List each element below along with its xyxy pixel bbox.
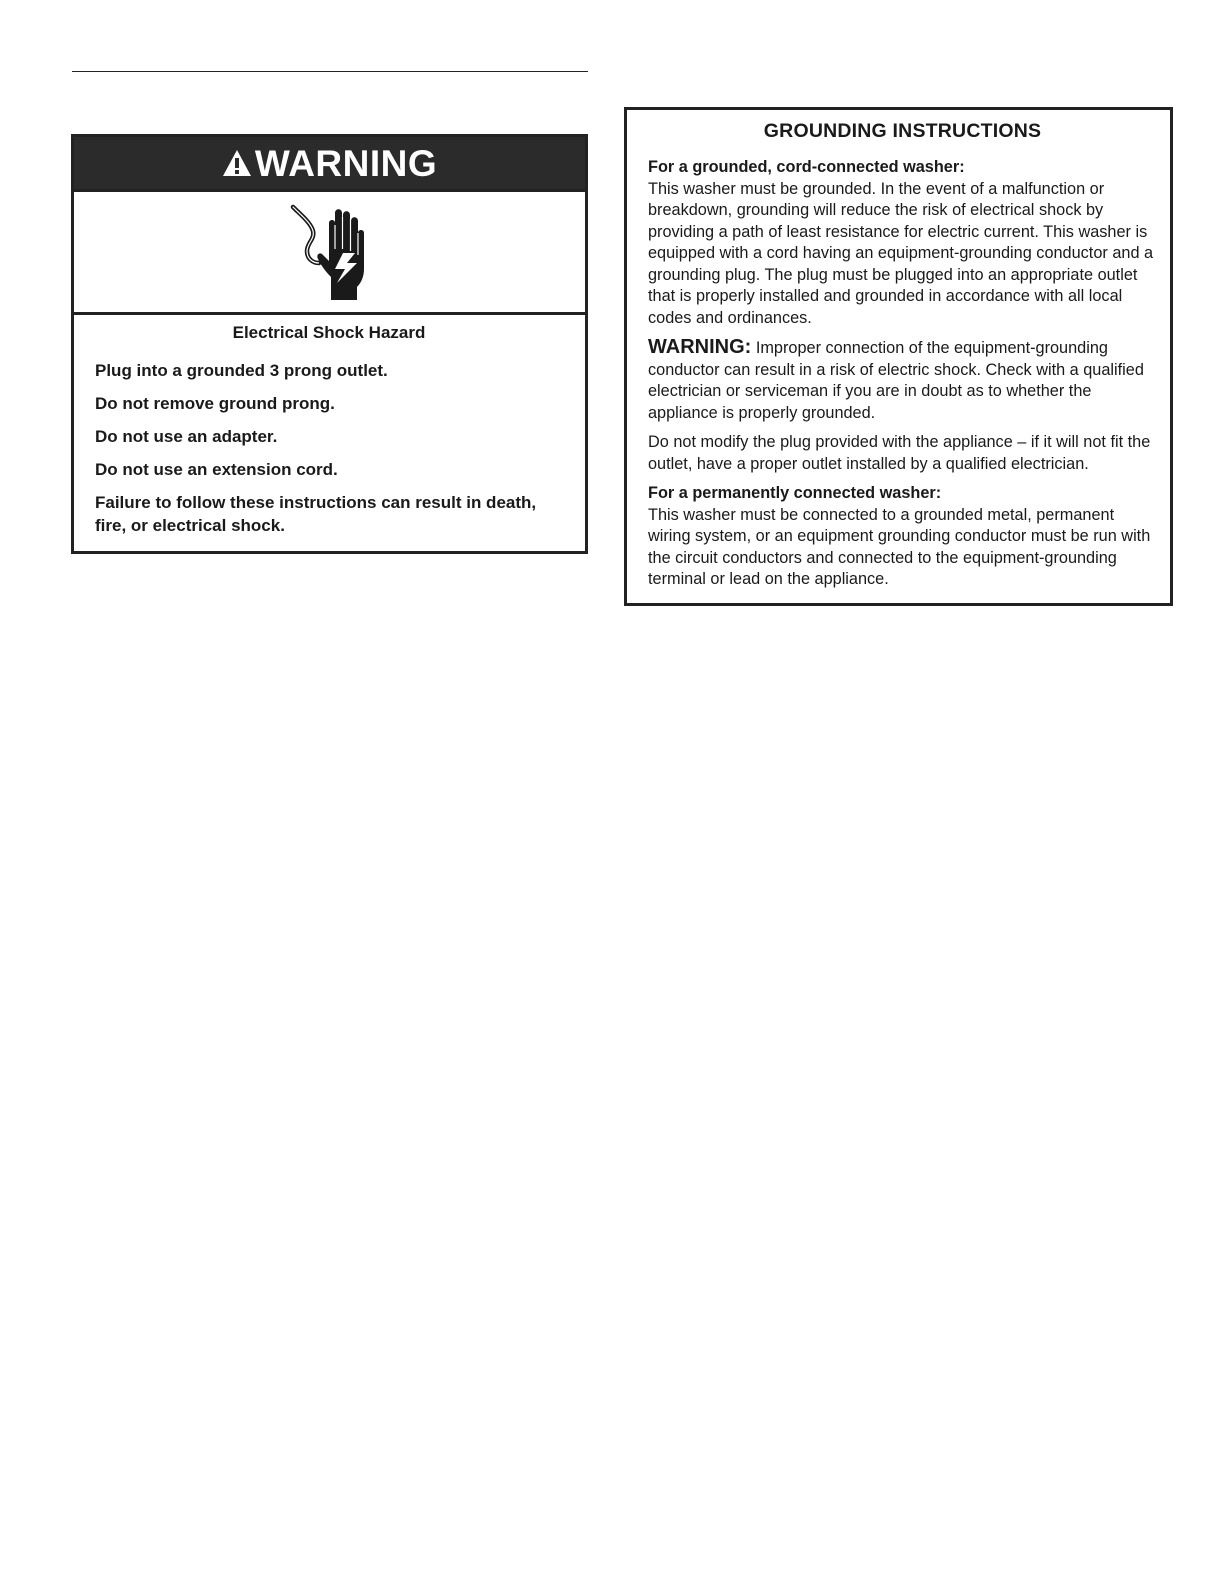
top-rule [72, 71, 588, 72]
cord-connected-heading: For a grounded, cord-connected washer: [648, 158, 965, 177]
warning-paragraph-text: Improper connection of the equipment-grounding conductor can result in a risk of electric shock. Check with a qualified electrician or serviceman if you are in doubt as to whether the appliance is properly grounded. [648, 339, 1144, 422]
electrical-warning-box [71, 134, 588, 554]
warning-line: Failure to follow these instructions can result in death, fire, or electrical shock. [95, 493, 537, 536]
shock-icon-area [74, 192, 585, 315]
warning-paragraph [648, 337, 1157, 424]
permanent-text: This washer must be connected to a grounded metal, permanent wiring system, or an equipment grounding conductor must be run with the circuit conductors and connected to the equipment-grounding terminal or lead on the appliance. [648, 505, 1151, 589]
permanent-heading: For a permanently connected washer: [648, 484, 942, 503]
warning-label: WARNING: [648, 336, 752, 359]
modify-plug-paragraph: Do not modify the plug provided with the appliance – if it will not fit the outlet, have a proper outlet installed by a qualified electrician. [648, 433, 1151, 473]
grounding-instructions-box [624, 107, 1173, 606]
warning-line: Do not use an adapter. [95, 427, 278, 447]
permanent-section [648, 483, 1157, 591]
cord-connected-section [648, 157, 1157, 329]
cord-connected-text: This washer must be grounded. In the event of a malfunction or breakdown, grounding will reduce the risk of electrical shock by providing a path of least resistance for electric current. This washer is equipped with a cord having an equipment-grounding conductor and a grounding plug. The plug must be plugged into an appropriate outlet that is properly installed and grounded in accordance with all local codes and ordinances. [648, 179, 1154, 327]
hazard-title: Electrical Shock Hazard [232, 323, 426, 342]
warning-body [74, 315, 585, 551]
warning-triangle-icon [222, 149, 252, 177]
warning-header-title: WARNING [254, 142, 438, 184]
grounding-title: GROUNDING INSTRUCTIONS [763, 120, 1042, 142]
warning-header [74, 137, 585, 192]
warning-line: Plug into a grounded 3 prong outlet. [95, 361, 388, 381]
electrical-shock-hand-icon [285, 203, 375, 301]
warning-line: Do not remove ground prong. [95, 394, 335, 414]
warning-line: Do not use an extension cord. [95, 460, 338, 480]
